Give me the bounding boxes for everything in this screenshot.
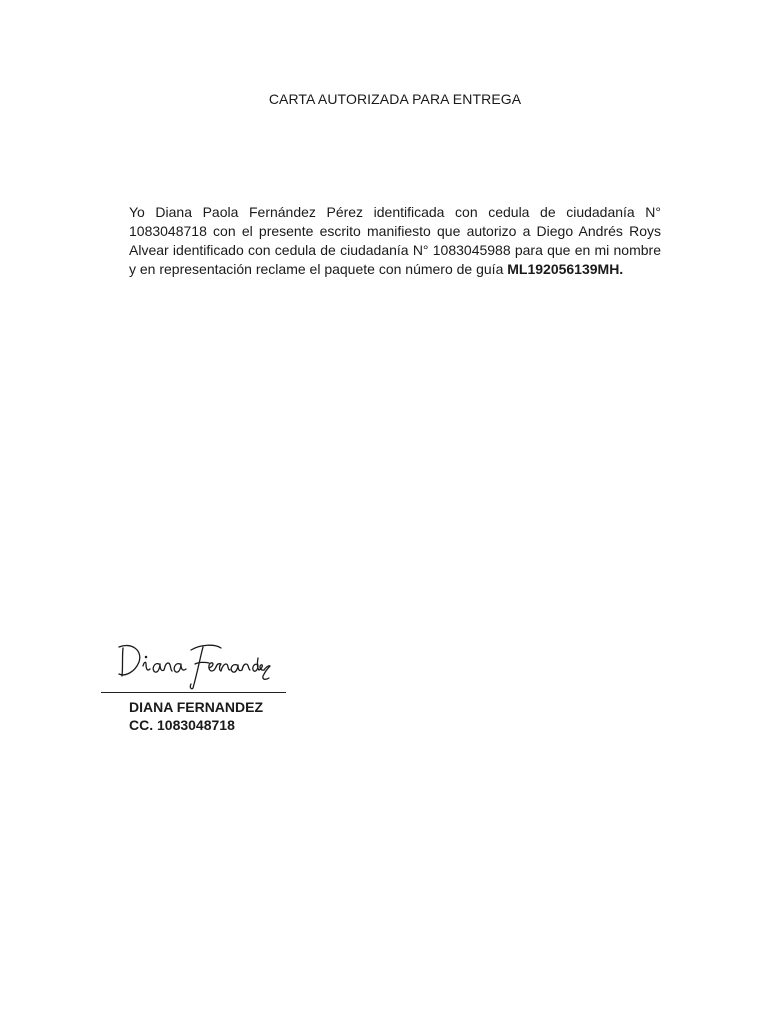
signer-id: CC. 1083048718	[129, 717, 235, 733]
letter-body	[129, 203, 661, 279]
handwritten-signature	[113, 628, 273, 690]
tracking-number: ML192056139MH.	[507, 261, 624, 277]
signature-line	[101, 692, 286, 693]
signer-name: DIANA FERNANDEZ	[129, 699, 264, 715]
letter-body-text: Yo Diana Paola Fernández Pérez identificada con cedula de ciudadanía N° 1083048718 con el presente escrito manifiesto que autorizo a Diego Andrés Roys Alvear identificado con cedula de ciudadanía N° 1083045988 para que en mi nombre y en representación reclame el paquete con número de guía	[129, 204, 661, 277]
document-title: CARTA AUTORIZADA PARA ENTREGA	[268, 91, 522, 107]
